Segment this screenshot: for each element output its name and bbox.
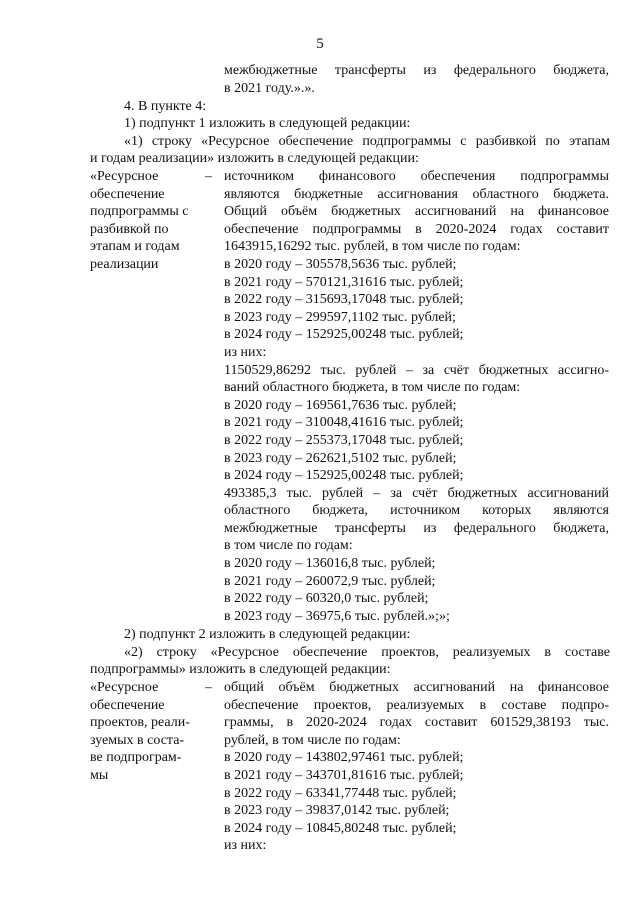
quote-2-line-2: подпрограммы» изложить в следующей редакции: <box>90 662 391 677</box>
block-1-year-line: в 2020 году – 305578,5636 тыс. рублей; <box>224 256 457 272</box>
block-2-year-line: в 2020 году – 143802,97461 тыс. рублей; <box>224 750 464 766</box>
block-1-year-line: в 2021 году – 570121,31616 тыс. рублей; <box>224 274 464 290</box>
block-2-text-line: рублей, в том числе по годам: <box>224 732 401 748</box>
block-1-text-line: источником финансового обеспечения подпрограммы <box>224 169 609 184</box>
block-1-text-line: 1643915,16292 тыс. рублей, в том числе по годам: <box>224 239 521 255</box>
block-1-text-line: в том числе по годам: <box>224 538 353 554</box>
block-1-year-line: в 2024 году – 152925,00248 тыс. рублей; <box>224 468 464 484</box>
page-number: 5 <box>316 36 324 52</box>
subitem-1: 1) подпункт 1 изложить в следующей редакции: <box>124 116 411 131</box>
block-2-left-line: ве подпрограм- <box>90 750 182 766</box>
block-1-left-line: «Ресурсное <box>90 169 159 184</box>
block-1-text-line: 1150529,86292 тыс. рублей – за счёт бюджетных ассигно- <box>224 362 609 378</box>
block-1-year-line: в 2020 году – 169561,7636 тыс. рублей; <box>224 397 457 413</box>
intro-line-2: в 2021 году.».». <box>224 81 315 96</box>
block-1-left-column <box>90 168 205 274</box>
block-1-year-line: в 2023 году – 262621,5102 тыс. рублей; <box>224 450 457 466</box>
block-1-text-line: являются бюджетные ассигнования областного бюджета. <box>224 186 609 202</box>
block-2-left-column <box>90 679 205 785</box>
block-1-text-line: межбюджетные трансферты из федерального бюджета, <box>224 520 609 536</box>
block-2-left-line: проектов, реали- <box>90 715 190 731</box>
block-2-left-line: зуемых в соста- <box>90 732 185 748</box>
subitem-2: 2) подпункт 2 изложить в следующей редакции: <box>124 627 411 642</box>
block-1-year-line: в 2023 году – 299597,1102 тыс. рублей; <box>224 309 456 325</box>
block-1-year-line: в 2021 году – 310048,41616 тыс. рублей; <box>224 415 464 431</box>
block-1-left-line: разбивкой по <box>90 221 169 237</box>
block-1-left-line: этапам и годам <box>90 239 180 255</box>
block-1-year-line: в 2020 году – 136016,8 тыс. рублей; <box>224 556 436 572</box>
block-2-year-line: в 2024 году – 10845,80248 тыс. рублей; <box>224 820 457 836</box>
block-1-text-line: областного бюджета, источником которых являются <box>224 503 609 519</box>
block-1-text-line: ваний областного бюджета, в том числе по годам: <box>224 380 521 396</box>
block-2-left-line: обеспечение <box>90 697 165 713</box>
block-1-left-line: обеспечение <box>90 186 165 202</box>
quote-2-line-1: «2) строку «Ресурсное обеспечение проектов, реализуемых в составе <box>124 645 610 660</box>
block-2-text-line: из них: <box>224 838 267 854</box>
block-2-text-line: обеспечение проектов, реализуемых в составе подпро- <box>224 697 609 713</box>
block-1-text-line: 493385,3 тыс. рублей – за счёт бюджетных ассигнований <box>224 485 609 501</box>
intro-line-1: межбюджетные трансферты из федерального бюджета, <box>224 63 609 78</box>
block-2-year-line: в 2022 году – 63341,77448 тыс. рублей; <box>224 785 457 801</box>
block-1-year-line: в 2023 году – 36975,6 тыс. рублей.»;»; <box>224 608 450 624</box>
block-2-dash: – <box>205 680 212 695</box>
block-1-year-line: в 2022 году – 60320,0 тыс. рублей; <box>224 591 429 607</box>
block-1-year-line: в 2024 году – 152925,00248 тыс. рублей; <box>224 327 464 343</box>
block-1-year-line: в 2021 году – 260072,9 тыс. рублей; <box>224 573 436 589</box>
block-2-right-column <box>224 679 609 855</box>
block-2-year-line: в 2023 году – 39837,0142 тыс. рублей; <box>224 803 450 819</box>
block-1-left-line: подпрограммы с <box>90 204 189 220</box>
block-1-dash: – <box>205 169 212 184</box>
block-1-text-line: Общий объём бюджетных ассигнований на финансовое <box>224 204 609 220</box>
item-4-heading: 4. В пункте 4: <box>124 99 207 114</box>
block-2-left-line: мы <box>90 767 109 783</box>
block-1-year-line: в 2022 году – 255373,17048 тыс. рублей; <box>224 432 464 448</box>
block-2-text-line: граммы, в 2020-2024 годах составит 601529,38193 тыс. <box>224 715 609 731</box>
block-1-text-line: из них: <box>224 344 267 360</box>
block-1-year-line: в 2022 году – 315693,17048 тыс. рублей; <box>224 292 464 308</box>
quote-1-line-2: и годам реализации» изложить в следующей редакции: <box>90 151 419 166</box>
block-1-text-line: обеспечение подпрограммы в 2020-2024 годах составит <box>224 221 609 237</box>
quote-1-line-1: «1) строку «Ресурсное обеспечение подпрограммы с разбивкой по этапам <box>124 134 610 149</box>
block-1-right-column <box>224 168 609 625</box>
block-2-left-line: «Ресурсное <box>90 680 159 695</box>
block-2-year-line: в 2021 году – 343701,81616 тыс. рублей; <box>224 767 464 783</box>
block-1-left-line: реализации <box>90 256 159 272</box>
block-2-text-line: общий объём бюджетных ассигнований на финансовое <box>224 680 609 695</box>
